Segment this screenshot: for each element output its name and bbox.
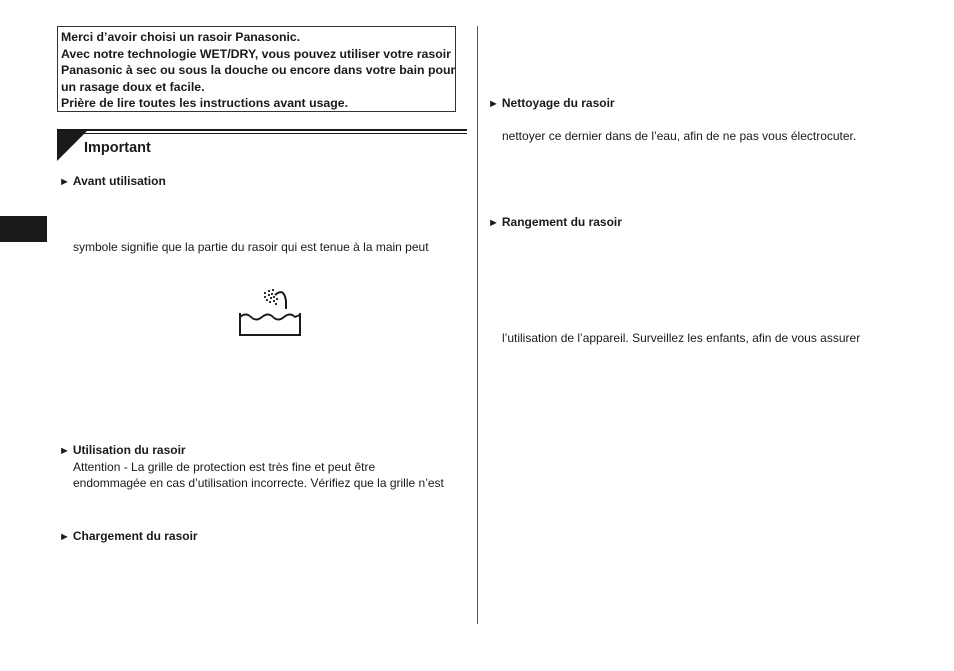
nettoyage-text: nettoyer ce dernier dans de l’eau, afin de ne pas vous électrocuter.: [502, 129, 857, 143]
arrow-marker-icon: ►: [488, 217, 499, 229]
section-heading-nettoyage: [488, 96, 615, 110]
arrow-marker-icon: ►: [59, 176, 70, 188]
column-divider: [477, 26, 478, 624]
bath-shower-icon: [238, 287, 302, 339]
section-heading-chargement: [59, 529, 198, 543]
heading-text: Chargement du rasoir: [72, 529, 198, 543]
intro-line: Merci d’avoir choisi un rasoir Panasonic.: [61, 30, 301, 44]
rangement-text: l’utilisation de l’appareil. Surveillez les enfants, afin de vous assurer: [502, 331, 861, 345]
heading-text: Rangement du rasoir: [501, 215, 622, 229]
heading-text: Nettoyage du rasoir: [501, 96, 615, 110]
important-title: Important: [84, 140, 151, 156]
arrow-marker-icon: ►: [488, 98, 499, 110]
intro-line: Avec notre technologie WET/DRY, vous pouvez utiliser votre rasoir: [61, 46, 451, 61]
intro-box: [57, 26, 456, 112]
arrow-marker-icon: ►: [59, 445, 70, 457]
side-tab-marker: [0, 216, 47, 242]
heading-text: Utilisation du rasoir: [72, 443, 186, 457]
intro-line: Panasonic à sec ou sous la douche ou encore dans votre bain pour: [61, 63, 456, 78]
important-rule-thin: [57, 133, 467, 134]
avant-utilisation-text: symbole signifie que la partie du rasoir qui est tenue à la main peut: [73, 240, 429, 254]
utilisation-text-line: Attention - La grille de protection est très fine et peut être: [73, 460, 376, 474]
section-heading-rangement: [488, 215, 622, 229]
arrow-marker-icon: ►: [59, 531, 70, 543]
heading-text: Avant utilisation: [72, 174, 166, 188]
section-heading-avant-utilisation: [59, 174, 166, 188]
important-rule-thick: [57, 129, 467, 131]
utilisation-text-line: endommagée en cas d’utilisation incorrecte. Vérifiez que la grille n’est: [73, 476, 444, 490]
intro-line: un rasage doux et facile.: [61, 79, 205, 94]
important-header: [57, 129, 467, 161]
section-heading-utilisation: [59, 443, 186, 457]
intro-line: Prière de lire toutes les instructions avant usage.: [61, 96, 349, 111]
